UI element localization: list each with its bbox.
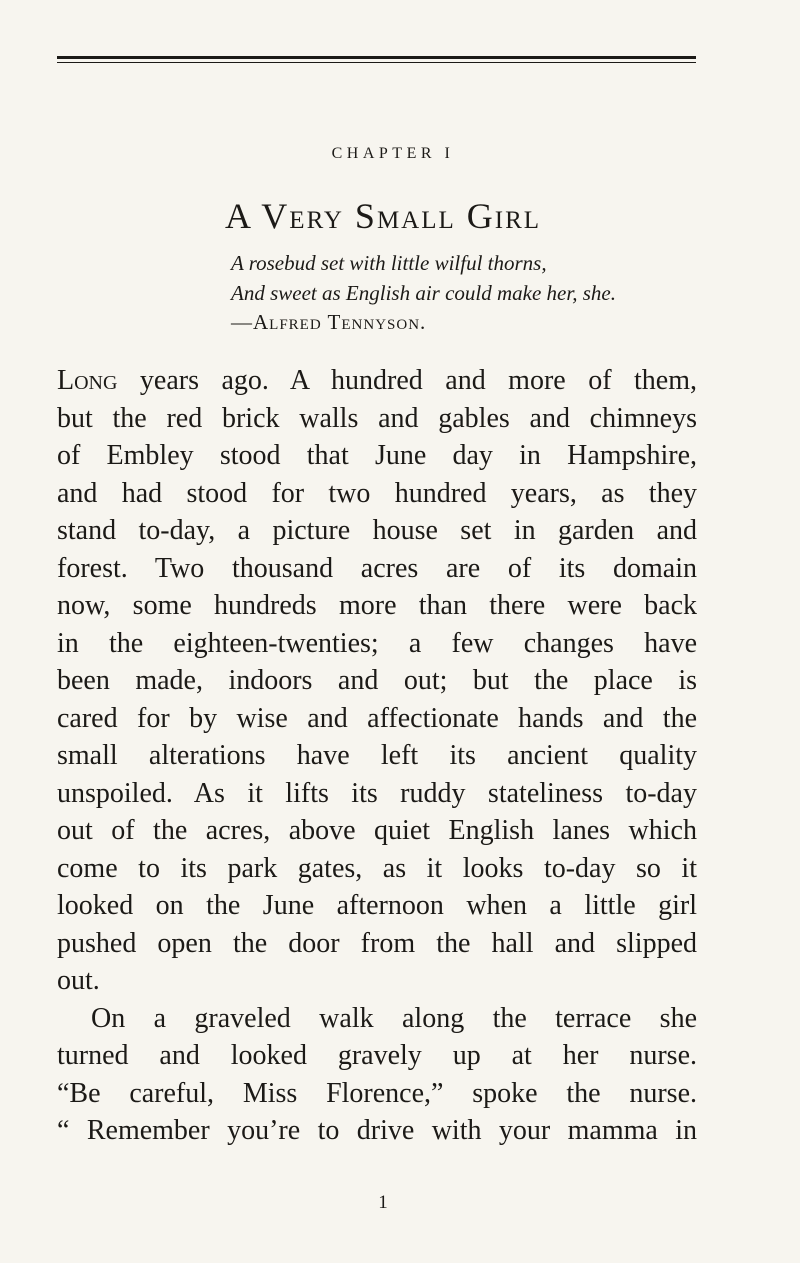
body-line: forest. Two thousand acres are of its domain	[57, 552, 697, 584]
epigraph-line: And sweet as English air could make her, she.	[231, 281, 616, 305]
body-line: On a graveled walk along the terrace she	[91, 1002, 697, 1034]
body-line: unspoiled. As it lifts its ruddy stateliness to-day	[57, 777, 697, 809]
body-line-text: years ago. A hundred and more of them,	[117, 365, 697, 396]
top-rule-thin	[57, 62, 696, 63]
epigraph-line: A rosebud set with little wilful thorns,	[231, 251, 547, 275]
body-line: now, some hundreds more than there were back	[57, 590, 697, 621]
epigraph-attribution: —Alfred Tennyson.	[231, 310, 427, 334]
opening-word: Long	[57, 365, 118, 396]
chapter-label: CHAPTER I	[331, 145, 455, 162]
body-line: small alterations have left its ancient quality	[57, 740, 697, 771]
body-line: cared for by wise and affectionate hands and the	[57, 702, 697, 734]
body-line: of Embley stood that June day in Hampshire,	[57, 440, 697, 471]
body-text	[57, 362, 697, 1150]
body-line: but the red brick walls and gables and chimneys	[57, 402, 697, 434]
body-line: turned and looked gravely up at her nurse.	[57, 1040, 697, 1071]
body-line: stand to-day, a picture house set in garden and	[57, 515, 697, 546]
top-rule-thick	[57, 56, 696, 59]
chapter-title: A Very Small Girl	[224, 196, 542, 236]
body-line: looked on the June afternoon when a little girl	[57, 890, 697, 921]
body-line: “ Remember you’re to drive with your mamma in	[57, 1115, 697, 1146]
body-line: come to its park gates, as it looks to-day so it	[57, 852, 697, 884]
body-line: been made, indoors and out; but the place is	[57, 665, 697, 696]
epigraph	[231, 248, 616, 308]
body-line: pushed open the door from the hall and slipped	[57, 927, 697, 959]
body-line: out of the acres, above quiet English lanes which	[57, 815, 697, 846]
body-line: out.	[57, 965, 100, 996]
body-line: “Be careful, Miss Florence,” spoke the nurse.	[57, 1077, 697, 1109]
body-line	[57, 362, 697, 400]
body-line: in the eighteen-twenties; a few changes have	[57, 627, 697, 659]
body-line: and had stood for two hundred years, as they	[57, 477, 697, 509]
page-number: 1	[378, 1192, 388, 1213]
